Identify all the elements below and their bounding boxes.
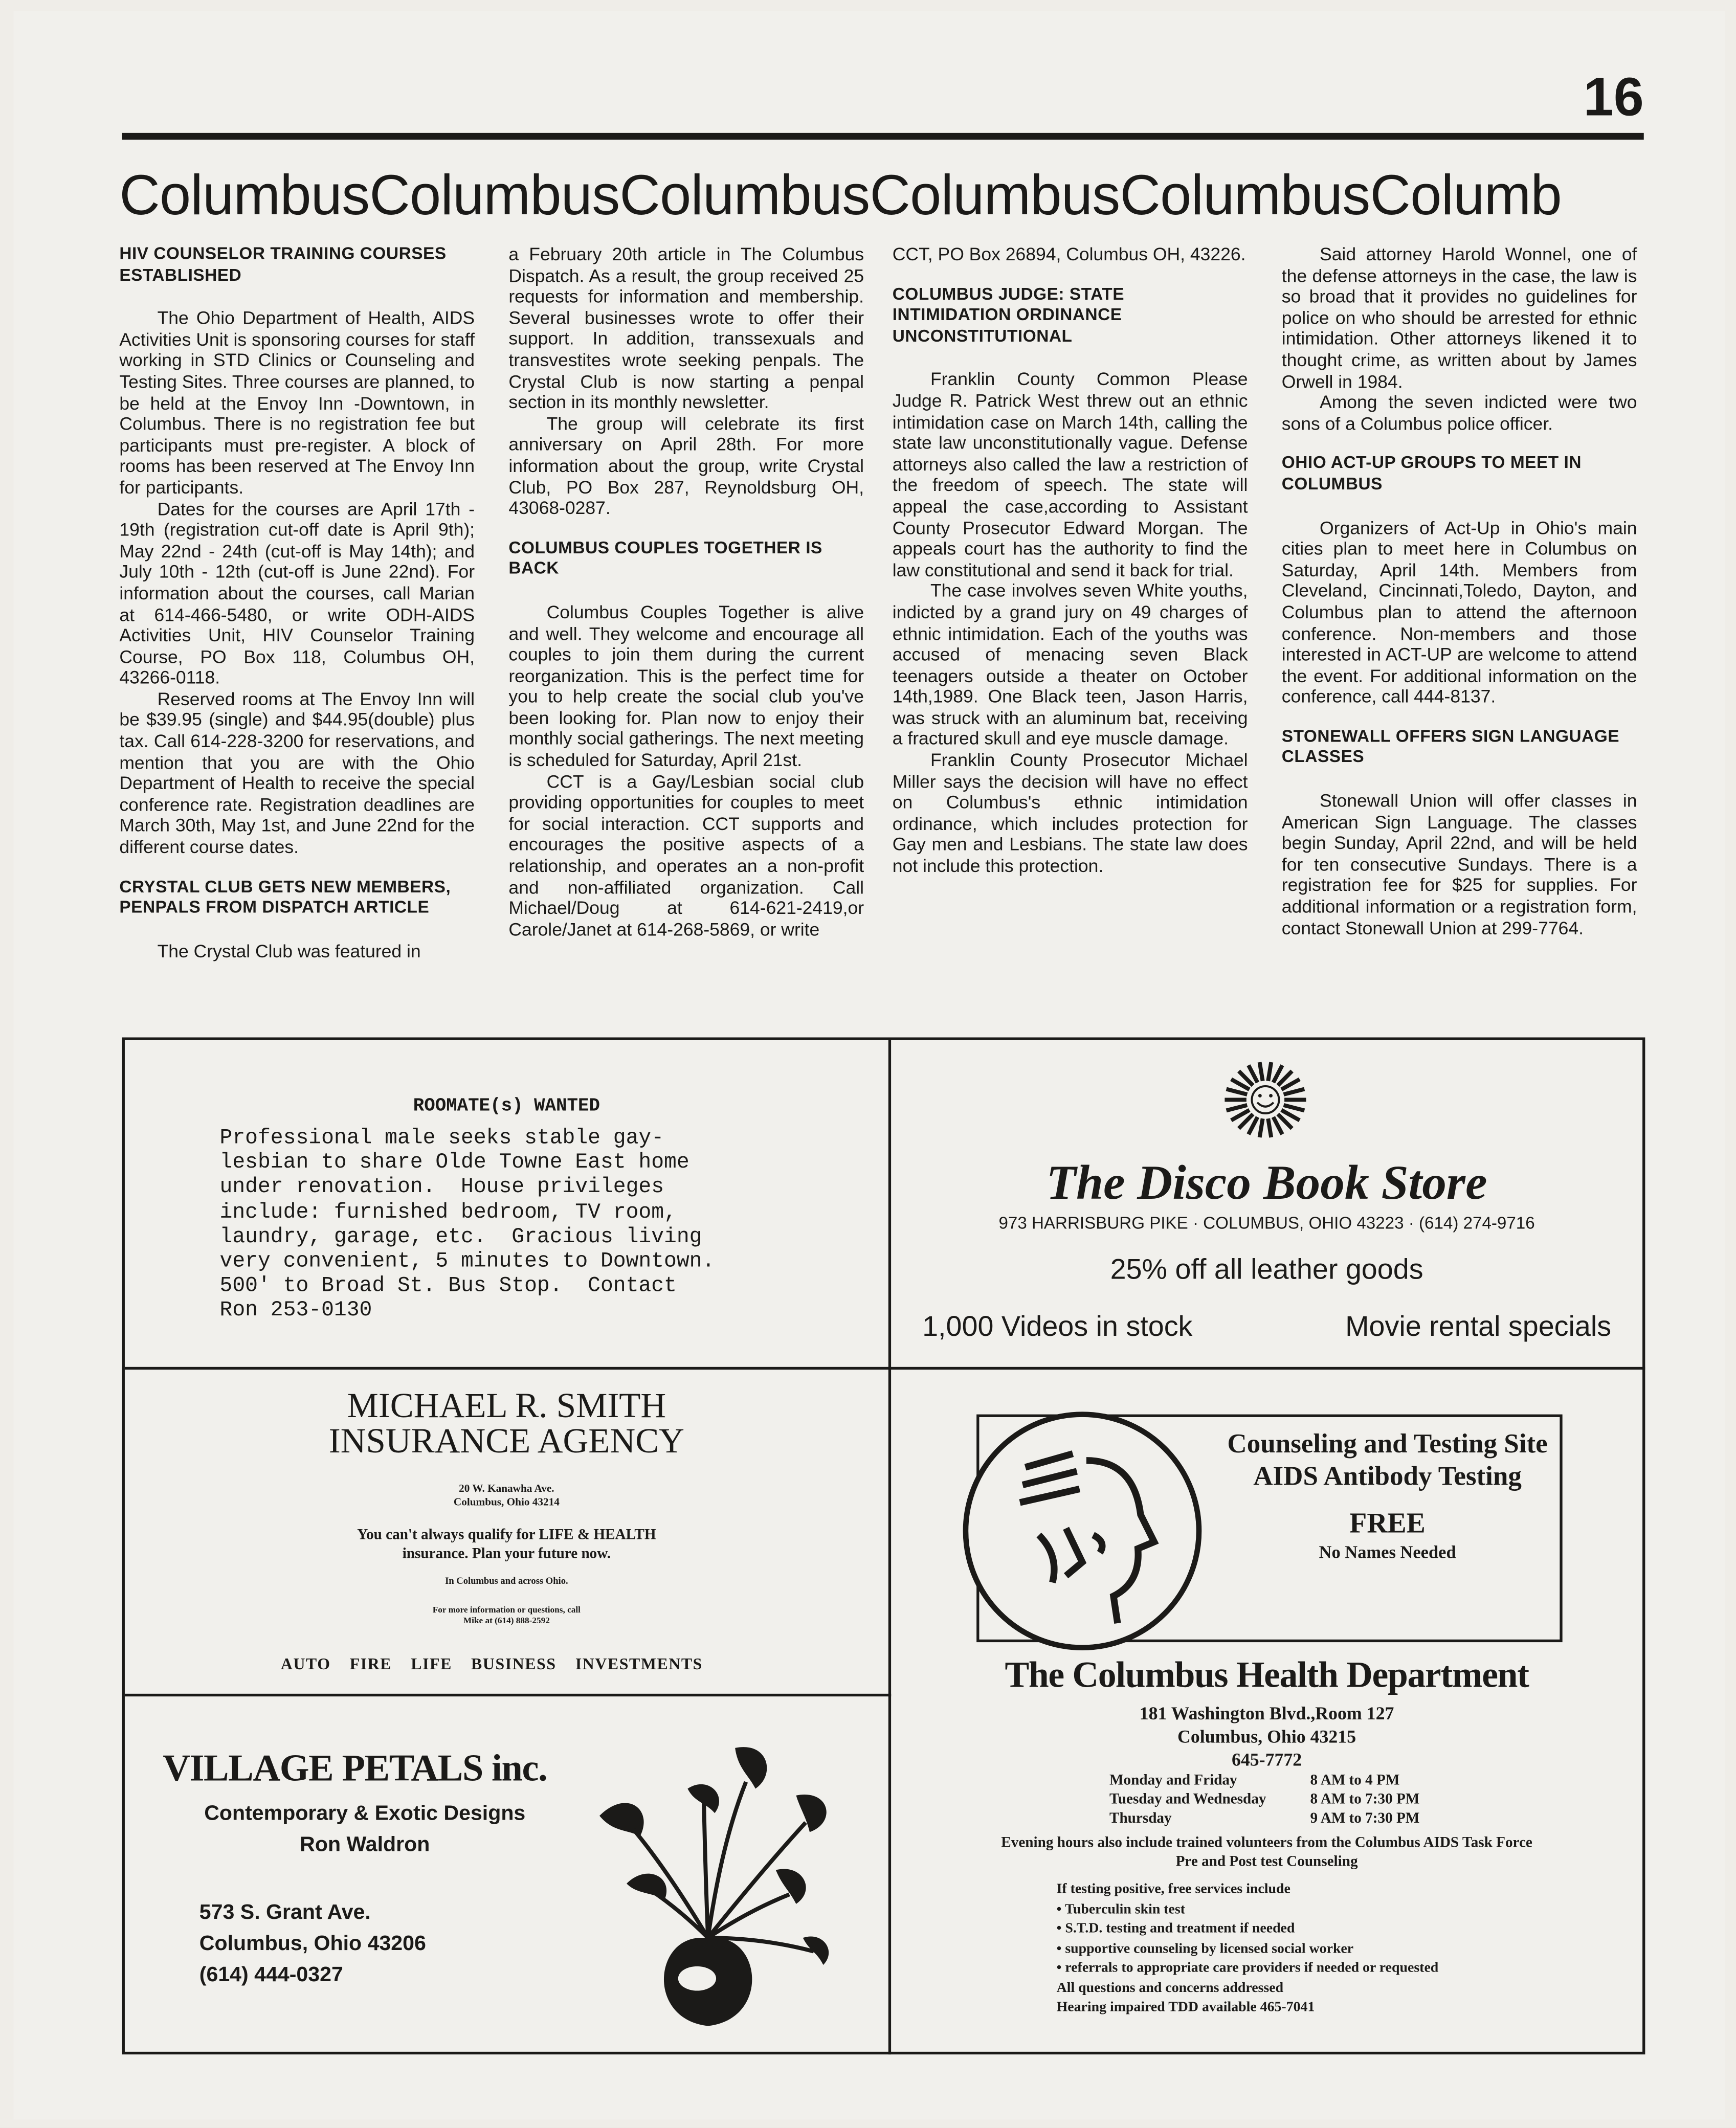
article-paragraph: Reserved rooms at The Envoy Inn will be $39.95 (single) and $44.95(double) plus tax. Call 614-228-3200 for reservations, and mention that you are with the Ohio Department of Health to receive the special conference rate. Registration deadlines are March 30th, May 1st, and June 22nd for the different course dates. (119, 688, 475, 857)
village-petals-ad (125, 1694, 891, 2054)
service-text: referrals to appropriate care providers if needed or requested (1065, 1961, 1439, 1976)
article-paragraph: Among the seven indicted were two sons of a Columbus police officer. (1281, 392, 1637, 434)
insurance-line-of-business: INVESTMENTS (575, 1654, 703, 1674)
sun-ray (1284, 1105, 1305, 1110)
hours-time: 8 AM to 7:30 PM (1310, 1791, 1420, 1808)
petals-phone: (614) 444-0327 (199, 1963, 343, 1987)
insurance-contact-1: For more information or questions, call (432, 1605, 581, 1616)
sun-ray (1260, 1062, 1263, 1081)
hours-days: Tuesday and Wednesday (1109, 1791, 1266, 1808)
smiling-sun-logo-icon (1211, 1057, 1320, 1140)
hours-row (1109, 1790, 1419, 1809)
ads-area (122, 1037, 1645, 2054)
page-number: 16 (1583, 68, 1644, 128)
sun-ray (1268, 1118, 1271, 1137)
article-headline: OHIO ACT-UP GROUPS TO MEET IN COLUMBUS (1281, 453, 1582, 494)
article-column-2 (508, 244, 864, 940)
article-headline: COLUMBUS JUDGE: STATE INTIMIDATION ORDINANCE UNCONSTITUTIONAL (892, 284, 1125, 346)
bullet-icon: • (1056, 1961, 1065, 1976)
disco-book-store-ad (888, 1040, 1645, 1370)
service-text: supportive counseling by licensed social worker (1065, 1941, 1354, 1956)
petals-name: VILLAGE PETALS inc. (163, 1748, 547, 1790)
roommate-line: under renovation. House privileges (219, 1175, 664, 1200)
services-intro: If testing positive, free services include (1056, 1882, 1290, 1897)
service-text: S.T.D. testing and treatment if needed (1065, 1921, 1295, 1937)
hours-days: Monday and Friday (1109, 1772, 1237, 1789)
article-paragraph-continued: CCT, PO Box 26894, Columbus OH, 43226. (892, 244, 1246, 265)
insurance-lines (281, 1654, 703, 1675)
article-headline: COLUMBUS COUPLES TOGETHER IS BACK (508, 537, 822, 578)
insurance-line-of-business: LIFE (411, 1654, 452, 1674)
article-column-1 (119, 244, 475, 962)
sun-ray (1260, 1118, 1263, 1137)
insurance-name-line2: INSURANCE AGENCY (328, 1421, 684, 1461)
article-headline: CRYSTAL CLUB GETS NEW MEMBERS, PENPALS FROM DISPATCH ARTICLE (119, 877, 451, 917)
questions-note: All questions and concerns addressed (1056, 1980, 1284, 1996)
hours-row (1109, 1771, 1419, 1790)
bullet-icon: • (1056, 1921, 1065, 1937)
header-rule (122, 133, 1644, 140)
article-paragraph-continued: a February 20th article in The Columbus Dispatch. As a result, the group received 25 requests for information and membership. Several businesses wrote to offer their support. In addition, transsexuals and transvestites wrote seeking penpals. The Crystal Club is now starting a penpal section in its monthly newsletter. (508, 244, 864, 413)
article-paragraph: Dates for the courses are April 17th - 19th (registration cut-off date is April 9th); May 22nd - 24th (cut-off is May 14th); and July 10th - 12th (cut-off is June 22nd). For information about the courses, call Marian at 614-466-5480, or write ODH-AIDS Activities Unit, HIV Counselor Training Course, PO Box 118, Columbus OH, 43266-0118. (119, 498, 475, 688)
insurance-line-of-business: AUTO (280, 1654, 331, 1674)
article-paragraph: The Ohio Department of Health, AIDS Activities Unit is sponsoring courses for staff working in STD Clinics or Counseling and Testing Sites. Three courses are planned, to be held at the Envoy Inn -Downtown, in Columbus. There is no registration fee but participants must pre-register. A block of rooms has been reserved at The Envoy Inn for participants. (119, 308, 475, 498)
hours-time: 8 AM to 4 PM (1310, 1772, 1400, 1789)
insurance-ad (125, 1367, 891, 1696)
insurance-tagline-2: insurance. Plan your future now. (402, 1545, 611, 1562)
health-dept-title: The Columbus Health Department (1005, 1654, 1529, 1695)
petals-person: Ron Waldron (300, 1833, 430, 1857)
article-paragraph: CCT is a Gay/Lesbian social club providing opportunities for couples to meet for social interaction. CCT supports and encourages the positive aspects of a relationship, and operates an a non-profit and non-affiliated organization. Call Michael/Doug at 614-621-2419,or Carole/Janet at 614-268-5869, or write (508, 771, 864, 940)
evening-hours-note: Evening hours also include trained volunteers from the Columbus AIDS Task Force (1001, 1834, 1532, 1851)
bullet-icon: • (1056, 1941, 1065, 1956)
insurance-area: In Columbus and across Ohio. (445, 1576, 568, 1587)
petals-address-1: 573 S. Grant Ave. (199, 1901, 371, 1924)
article-paragraph: Franklin County Prosecutor Michael Miller says the decision will have no effect on Columbus's ethnic intimidation ordinance, which includes protection for Gay men and Lesbians. The state law does not include this protection. (892, 750, 1248, 877)
roommate-line: very convenient, 5 minutes to Downtown. (219, 1249, 715, 1273)
roommate-line: include: furnished bedroom, TV room, (219, 1199, 677, 1224)
health-department-ad (888, 1367, 1645, 2054)
free-label: FREE (1349, 1506, 1426, 1539)
insurance-tagline-1: You can't always qualify for LIFE & HEALTH (357, 1527, 656, 1543)
tdd-note: Hearing impaired TDD available 465-7041 (1056, 2000, 1315, 2015)
article-paragraph: The Crystal Club was featured in (157, 940, 421, 961)
testing-site-box (976, 1415, 1562, 1642)
article-paragraph: Said attorney Harold Wonnel, one of the defense attorneys in the case, the law is so broad that it provides no guidelines for police on who should be arrested for ethnic intimidation. Other attorneys likened it to thought crime, as written about by James Orwell in 1984. (1281, 244, 1637, 392)
hours-time: 9 AM to 7:30 PM (1310, 1810, 1420, 1827)
face-profile-logo-icon (958, 1406, 1209, 1657)
sun-ray (1227, 1089, 1248, 1094)
testing-site-line2: AIDS Antibody Testing (1253, 1462, 1522, 1492)
article-paragraph: Columbus Couples Together is alive and well. They welcome and encourage all couples to join them during the current reorganization. This is the perfect time for you to help create the social club you've been looking for. Plan now to enjoy their monthly social gatherings. The next meeting is scheduled for Saturday, April 21st. (508, 602, 864, 771)
article-paragraph: Franklin County Common Please Judge R. Patrick West threw out an ethnic intimidation case on March 14th, calling the state law unconstitutionally vague. Defense attorneys also called the law a restriction of the freedom of speech. The state will appeal the case,according to Assistant County Prosecutor Edward Morgan. The appeals court has the authority to find the law constitutional and send it back for trial. (892, 369, 1248, 580)
bullet-icon: • (1056, 1901, 1065, 1917)
hours-row (1109, 1809, 1419, 1828)
article-paragraph: Stonewall Union will offer classes in American Sign Language. The classes begin Sunday, April 22nd, and will be held for ten consecutive Sundays. There is a registration fee for $25 for supplies. For additional information or a registration form, contact Stonewall Union at 299-7764. (1281, 791, 1637, 938)
insurance-line-of-business: FIRE (349, 1654, 392, 1674)
article-headline: STONEWALL OFFERS SIGN LANGUAGE CLASSES (1281, 726, 1620, 767)
roommate-title: ROOMATE(s) WANTED (413, 1097, 600, 1117)
disco-store-name: The Disco Book Store (1046, 1155, 1487, 1210)
testing-site-line1: Counseling and Testing Site (1227, 1429, 1548, 1460)
service-item (1057, 1920, 1439, 1940)
disco-offer: 25% off all leather goods (1110, 1254, 1423, 1286)
disco-videos: 1,000 Videos in stock (922, 1311, 1193, 1343)
insurance-contact-2: Mike at (614) 888-2592 (463, 1616, 550, 1626)
service-item (1057, 1900, 1439, 1920)
roommate-body (220, 1126, 715, 1323)
disco-rentals: Movie rental specials (1345, 1311, 1612, 1343)
insurance-name-line1: MICHAEL R. SMITH (347, 1385, 666, 1425)
sun-ray (1284, 1089, 1305, 1094)
pre-post-counseling: Pre and Post test Counseling (1175, 1853, 1358, 1870)
article-column-4 (1282, 244, 1637, 938)
hours-table (1109, 1771, 1419, 1828)
health-address-2: Columbus, Ohio 43215 (1177, 1726, 1356, 1747)
health-phone: 645-7772 (1231, 1749, 1302, 1770)
no-names-label: No Names Needed (1319, 1541, 1456, 1562)
sun-ray (1268, 1062, 1271, 1081)
insurance-name (125, 1385, 888, 1461)
insurance-address-1: 20 W. Kanawha Ave. (459, 1482, 554, 1495)
roommate-line: Professional male seeks stable gay- (219, 1125, 664, 1150)
services-list (1057, 1900, 1439, 1979)
disco-address: 973 HARRISBURG PIKE · COLUMBUS, OHIO 43223 · (614) 274-9716 (998, 1214, 1535, 1233)
article-paragraph: Organizers of Act-Up in Ohio's main cities plan to meet here in Columbus on Saturday, April 14th. Members from Cleveland, Cincinnati,Toledo, Dayton, and Columbus plan to attend the afternoon conference. Non-members and those interested in ACT-UP are welcome to attend the event. For additional information on the conference, call 444-8137. (1281, 517, 1637, 707)
service-text: Tuberculin skin test (1064, 1901, 1186, 1917)
insurance-line-of-business: BUSINESS (471, 1654, 557, 1674)
roommate-ad (125, 1040, 891, 1370)
roommate-line: 500' to Broad St. Bus Stop. Contact (219, 1273, 677, 1298)
article-paragraph: The group will celebrate its first anniversary on April 28th. For more information about the group, write Crystal Club, PO Box 287, Reynoldsburg OH, 43068-0287. (508, 413, 864, 519)
roommate-line: Ron 253-0130 (219, 1298, 372, 1323)
petals-tagline: Contemporary & Exotic Designs (204, 1802, 526, 1826)
section-banner: ColumbusColumbusColumbusColumbusColumbusColumb (119, 163, 1562, 227)
service-item (1057, 1940, 1439, 1959)
roommate-line: lesbian to share Olde Towne East home (219, 1150, 689, 1175)
health-address-1: 181 Washington Blvd.,Room 127 (1139, 1703, 1394, 1724)
sun-ray (1227, 1105, 1248, 1110)
roommate-line: laundry, garage, etc. Gracious living (219, 1224, 702, 1249)
article-column-3 (893, 244, 1248, 877)
flower-vase-illustration-icon (572, 1734, 843, 2040)
article-paragraph: The case involves seven White youths, indicted by a grand jury on 49 charges of ethnic intimidation. Each of the youths was accused of menacing seven Black teenagers outside a theater on October 14th,1989. One Black teen, Jason Harris, was struck with an aluminum bat, receiving a fractured skull and eye muscle damage. (892, 580, 1248, 749)
hours-days: Thursday (1109, 1810, 1172, 1827)
insurance-address-2: Columbus, Ohio 43214 (453, 1495, 560, 1508)
article-headline: HIV COUNSELOR TRAINING COURSES ESTABLISHED (119, 244, 447, 284)
petals-address-2: Columbus, Ohio 43206 (199, 1932, 426, 1956)
service-item (1057, 1960, 1439, 1979)
